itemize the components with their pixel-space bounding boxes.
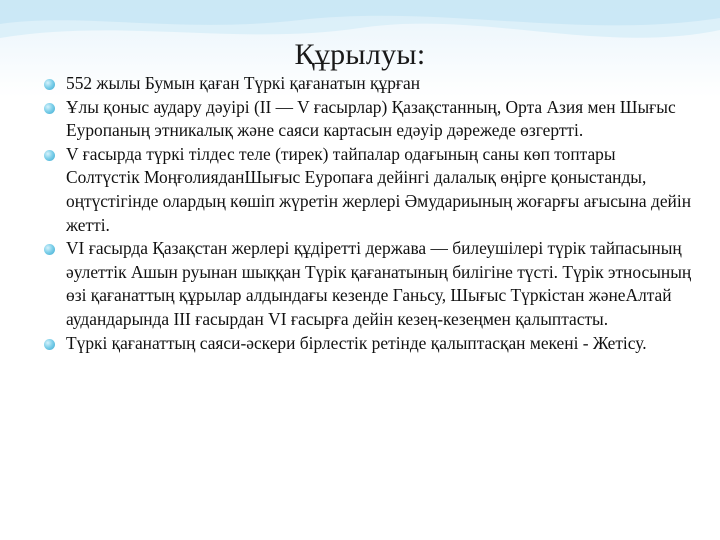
bullet-icon [44,150,55,161]
list-item [42,237,692,331]
list-item [42,332,692,356]
bullet-icon [44,339,55,350]
bullet-icon [44,79,55,90]
bullet-icon [44,103,55,114]
list-item [42,143,692,237]
bullet-text: Ұлы қоныс аудару дәуірі (II — V ғасырлар) Қазақстанның, Орта Азия мен Шығыс Еуропаның этникалық және саяси картасын едәуір дәрежеде өзгертті. [66,96,676,141]
bullet-text: 552 жылы Бумын қаған Түркі қағанатын құрған [66,73,421,93]
bullet-text: VI ғасырда Қазақстан жерлері құдіретті держава — билеушілері түрік тайпасының әулеттік Ашын руынан шыққан Түрік қағанатының билігіне түсті. Түрік этносының өзі қағанаттың құрылар алдындағы кезенде Ганьсу, Шығыс Түркістан жәнеАлтай аудандарында III ғасырдан VI ғасырға дейін кезең-кезеңмен қалыптасты. [66,238,692,329]
slide-title: Құрылуы: [294,38,426,72]
list-item [42,96,692,143]
bullet-text: Түркі қағанаттың саяси-әскери бірлестік ретінде қалыптасқан мекені - Жетісу. [66,332,647,353]
bullet-list [42,72,692,355]
list-item [42,72,692,96]
bullet-text: V ғасырда түркі тілдес теле (тирек) тайпалар одағының саны көп топтары Солтүстік МоңғолияданШығыс Еуропаға дейінгі далалық өңірге қоныстанды, оңтүстігінде олардың көшіп жүретін жерлері Әмудариының жоғарғы ағысына дейін жетті. [66,143,691,235]
bullet-icon [44,244,55,255]
